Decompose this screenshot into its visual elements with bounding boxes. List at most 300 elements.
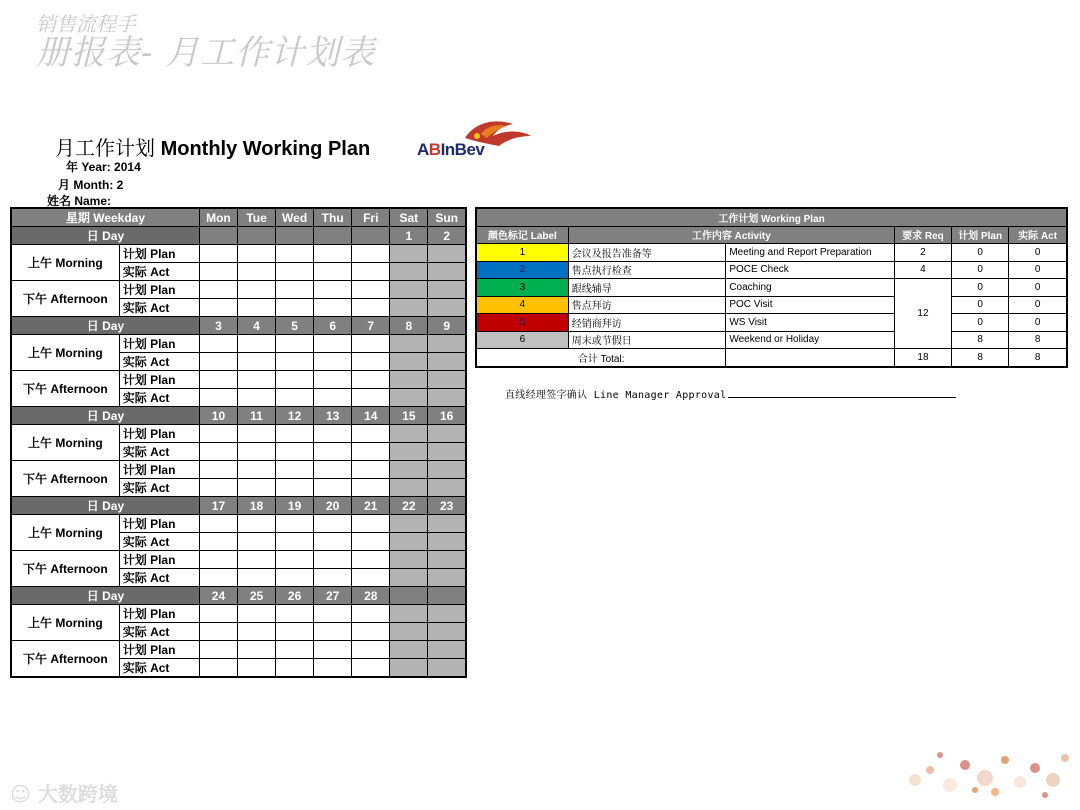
act-label: 实际 Act: [119, 479, 199, 497]
schedule-cell[interactable]: [237, 443, 275, 461]
act-label: 实际 Act: [119, 533, 199, 551]
plan-value: 0: [952, 244, 1009, 262]
schedule-cell[interactable]: [276, 479, 314, 497]
weekday-cell: Sun: [428, 208, 466, 227]
morning-period-label: 上午 Morning: [11, 335, 119, 371]
schedule-cell[interactable]: [237, 389, 275, 407]
schedule-cell[interactable]: [352, 443, 390, 461]
act-value: 0: [1009, 296, 1067, 314]
day-number: [276, 227, 314, 245]
schedule-cell[interactable]: [428, 443, 466, 461]
schedule-cell[interactable]: [276, 281, 314, 299]
schedule-cell[interactable]: [428, 281, 466, 299]
day-number: 1: [390, 227, 428, 245]
schedule-cell[interactable]: [390, 659, 428, 678]
day-number-row: [11, 317, 466, 335]
plan-label: 计划 Plan: [119, 245, 199, 263]
approval-label: 直线经理签字确认 Line Manager Approval: [505, 390, 727, 401]
day-number: 6: [314, 317, 352, 335]
schedule-cell[interactable]: [314, 299, 352, 317]
schedule-cell[interactable]: [314, 605, 352, 623]
plan-value: 8: [952, 331, 1009, 349]
schedule-cell[interactable]: [428, 389, 466, 407]
manager-approval: [505, 386, 956, 401]
plan-label: 计划 Plan: [119, 281, 199, 299]
schedule-cell[interactable]: [314, 425, 352, 443]
day-number: [199, 227, 237, 245]
schedule-cell[interactable]: [199, 245, 237, 263]
day-number: 19: [276, 497, 314, 515]
schedule-cell[interactable]: [390, 371, 428, 389]
morning-period-plan-row: [11, 245, 466, 263]
schedule-cell[interactable]: [390, 425, 428, 443]
day-label: 日 Day: [11, 587, 199, 605]
schedule-cell[interactable]: [237, 623, 275, 641]
day-number: [314, 227, 352, 245]
watermark-icon: ☺: [10, 782, 31, 806]
schedule-cell[interactable]: [314, 263, 352, 281]
schedule-cell[interactable]: [428, 479, 466, 497]
month-label: 月 Month:: [58, 178, 114, 192]
act-column-header: 实际 Act: [1009, 226, 1067, 244]
morning-period-label: 上午 Morning: [11, 515, 119, 551]
plan-label: 计划 Plan: [119, 461, 199, 479]
schedule-cell[interactable]: [428, 335, 466, 353]
approval-signature-line[interactable]: [728, 388, 956, 398]
year-label: 年 Year:: [66, 160, 111, 174]
day-number: 16: [428, 407, 466, 425]
schedule-cell[interactable]: [237, 461, 275, 479]
activity-cn: 售点执行检查: [568, 261, 726, 279]
schedule-cell[interactable]: [314, 281, 352, 299]
schedule-cell[interactable]: [428, 605, 466, 623]
day-number: 25: [237, 587, 275, 605]
day-number: 28: [352, 587, 390, 605]
schedule-cell[interactable]: [199, 371, 237, 389]
schedule-cell[interactable]: [276, 641, 314, 659]
activity-cn: 售点拜访: [568, 296, 726, 314]
day-number: 3: [199, 317, 237, 335]
schedule-cell[interactable]: [199, 389, 237, 407]
act-label: 实际 Act: [119, 353, 199, 371]
schedule-cell[interactable]: [199, 659, 237, 678]
day-number: 12: [276, 407, 314, 425]
schedule-cell[interactable]: [390, 569, 428, 587]
name-label: 姓名 Name:: [47, 194, 112, 208]
schedule-cell[interactable]: [237, 335, 275, 353]
morning-period-plan-row: [11, 425, 466, 443]
plan-label: 计划 Plan: [119, 605, 199, 623]
schedule-cell[interactable]: [314, 533, 352, 551]
schedule-cell[interactable]: [237, 263, 275, 281]
activity-row: [476, 261, 1067, 279]
schedule-cell[interactable]: [237, 659, 275, 678]
act-label: 实际 Act: [119, 569, 199, 587]
schedule-cell[interactable]: [276, 515, 314, 533]
activity-cn: 经销商拜访: [568, 314, 726, 332]
schedule-cell[interactable]: [390, 443, 428, 461]
schedule-cell[interactable]: [352, 425, 390, 443]
schedule-cell[interactable]: [390, 353, 428, 371]
schedule-cell[interactable]: [428, 353, 466, 371]
year-line: [66, 158, 141, 175]
activity-row: [476, 279, 1067, 297]
schedule-cell[interactable]: [237, 371, 275, 389]
req-value: 4: [894, 261, 951, 279]
day-number: 27: [314, 587, 352, 605]
schedule-cell[interactable]: [390, 641, 428, 659]
act-value: 8: [1009, 331, 1067, 349]
activity-en: WS Visit: [726, 314, 895, 332]
schedule-cell[interactable]: [390, 551, 428, 569]
working-plan-table: [475, 207, 1068, 368]
schedule-cell[interactable]: [428, 551, 466, 569]
schedule-cell[interactable]: [428, 515, 466, 533]
day-label: 日 Day: [11, 497, 199, 515]
plan-column-header: 计划 Plan: [952, 226, 1009, 244]
day-label: 日 Day: [11, 317, 199, 335]
morning-period-plan-row: [11, 335, 466, 353]
schedule-cell[interactable]: [390, 461, 428, 479]
afternoon-period-plan-row: [11, 281, 466, 299]
activity-en: Weekend or Holiday: [726, 331, 895, 349]
act-label: 实际 Act: [119, 299, 199, 317]
color-label: 4: [476, 296, 568, 314]
schedule-cell[interactable]: [352, 281, 390, 299]
schedule-cell[interactable]: [352, 299, 390, 317]
activity-cn: 会议及报告准备等: [568, 244, 726, 262]
schedule-cell[interactable]: [237, 245, 275, 263]
month-line: [58, 176, 123, 193]
schedule-cell[interactable]: [199, 641, 237, 659]
schedule-cell[interactable]: [428, 245, 466, 263]
act-value: 0: [1009, 314, 1067, 332]
act-label: 实际 Act: [119, 389, 199, 407]
day-number-row: [11, 587, 466, 605]
schedule-cell[interactable]: [276, 425, 314, 443]
schedule-cell[interactable]: [237, 479, 275, 497]
plan-value: 0: [952, 314, 1009, 332]
schedule-cell[interactable]: [428, 569, 466, 587]
plan-heading: [55, 132, 370, 161]
calendar-table: [10, 207, 467, 678]
schedule-cell[interactable]: [314, 461, 352, 479]
schedule-cell[interactable]: [352, 569, 390, 587]
schedule-cell[interactable]: [237, 281, 275, 299]
schedule-cell[interactable]: [276, 659, 314, 678]
working-plan-title: 工作计划 Working Plan: [476, 208, 1067, 226]
activity-en: Coaching: [726, 279, 895, 297]
schedule-cell[interactable]: [428, 623, 466, 641]
schedule-cell[interactable]: [199, 605, 237, 623]
schedule-cell[interactable]: [237, 569, 275, 587]
schedule-cell[interactable]: [276, 443, 314, 461]
schedule-cell[interactable]: [428, 641, 466, 659]
schedule-cell[interactable]: [199, 299, 237, 317]
schedule-cell[interactable]: [276, 605, 314, 623]
afternoon-period-label: 下午 Afternoon: [11, 371, 119, 407]
afternoon-period-label: 下午 Afternoon: [11, 281, 119, 317]
schedule-cell[interactable]: [199, 461, 237, 479]
day-number: 14: [352, 407, 390, 425]
day-number: 26: [276, 587, 314, 605]
schedule-cell[interactable]: [276, 623, 314, 641]
day-number: 7: [352, 317, 390, 335]
day-number-row: [11, 407, 466, 425]
day-number: 24: [199, 587, 237, 605]
act-value: 0: [1009, 244, 1067, 262]
schedule-cell[interactable]: [237, 515, 275, 533]
afternoon-period-label: 下午 Afternoon: [11, 641, 119, 678]
schedule-cell[interactable]: [390, 605, 428, 623]
schedule-cell[interactable]: [390, 533, 428, 551]
schedule-cell[interactable]: [237, 425, 275, 443]
slide-title: [36, 12, 376, 73]
weekday-cell: Wed: [276, 208, 314, 227]
day-number: 4: [237, 317, 275, 335]
day-number: 5: [276, 317, 314, 335]
weekday-cell: Mon: [199, 208, 237, 227]
morning-period-plan-row: [11, 515, 466, 533]
schedule-cell[interactable]: [352, 389, 390, 407]
schedule-cell[interactable]: [352, 479, 390, 497]
schedule-cell[interactable]: [276, 569, 314, 587]
schedule-cell[interactable]: [276, 371, 314, 389]
morning-period-plan-row: [11, 605, 466, 623]
weekday-cell: Sat: [390, 208, 428, 227]
morning-period-label: 上午 Morning: [11, 245, 119, 281]
afternoon-period-label: 下午 Afternoon: [11, 461, 119, 497]
plan-value: 0: [952, 261, 1009, 279]
schedule-cell[interactable]: [276, 353, 314, 371]
slide-title-line2: 册报表- 月工作计划表: [36, 33, 376, 73]
activity-cn: 跟线辅导: [568, 279, 726, 297]
schedule-cell[interactable]: [276, 461, 314, 479]
watermark: [10, 778, 118, 807]
month-value: 2: [116, 178, 124, 192]
working-plan-header-row: [476, 226, 1067, 244]
act-label: 实际 Act: [119, 659, 199, 678]
schedule-cell[interactable]: [314, 659, 352, 678]
req-value: 12: [894, 279, 951, 349]
schedule-cell[interactable]: [237, 605, 275, 623]
schedule-cell[interactable]: [199, 623, 237, 641]
activity-row: [476, 331, 1067, 349]
act-label: 实际 Act: [119, 443, 199, 461]
schedule-cell[interactable]: [352, 335, 390, 353]
day-number: 22: [390, 497, 428, 515]
schedule-cell[interactable]: [199, 335, 237, 353]
schedule-cell[interactable]: [276, 299, 314, 317]
schedule-cell[interactable]: [352, 551, 390, 569]
afternoon-period-plan-row: [11, 551, 466, 569]
schedule-cell[interactable]: [276, 551, 314, 569]
schedule-cell[interactable]: [276, 533, 314, 551]
schedule-cell[interactable]: [352, 623, 390, 641]
plan-value: 0: [952, 296, 1009, 314]
schedule-cell[interactable]: [390, 281, 428, 299]
total-act: 8: [1009, 349, 1067, 367]
schedule-cell[interactable]: [199, 263, 237, 281]
schedule-cell[interactable]: [428, 371, 466, 389]
calendar-header-row: [11, 208, 466, 227]
day-number: 17: [199, 497, 237, 515]
plan-label: 计划 Plan: [119, 371, 199, 389]
weekday-cell: Thu: [314, 208, 352, 227]
schedule-cell[interactable]: [314, 515, 352, 533]
schedule-cell[interactable]: [237, 533, 275, 551]
schedule-cell[interactable]: [199, 533, 237, 551]
day-number-row: [11, 227, 466, 245]
day-number: [237, 227, 275, 245]
schedule-cell[interactable]: [237, 299, 275, 317]
weekday-header: 星期 Weekday: [11, 208, 199, 227]
day-number: 21: [352, 497, 390, 515]
schedule-cell[interactable]: [352, 353, 390, 371]
schedule-cell[interactable]: [276, 245, 314, 263]
schedule-cell[interactable]: [314, 335, 352, 353]
day-number: [428, 587, 466, 605]
morning-period-label: 上午 Morning: [11, 605, 119, 641]
plan-value: 0: [952, 279, 1009, 297]
activity-en: POCE Check: [726, 261, 895, 279]
total-plan: 8: [952, 349, 1009, 367]
schedule-cell[interactable]: [428, 425, 466, 443]
day-number: 15: [390, 407, 428, 425]
schedule-cell[interactable]: [314, 641, 352, 659]
schedule-cell[interactable]: [352, 659, 390, 678]
activity-cn: 周末或节假日: [568, 331, 726, 349]
day-number: 13: [314, 407, 352, 425]
day-number: 20: [314, 497, 352, 515]
color-label: 5: [476, 314, 568, 332]
schedule-cell[interactable]: [314, 479, 352, 497]
schedule-cell[interactable]: [428, 533, 466, 551]
afternoon-period-plan-row: [11, 641, 466, 659]
schedule-cell[interactable]: [199, 551, 237, 569]
total-spacer: [726, 349, 895, 367]
schedule-cell[interactable]: [276, 263, 314, 281]
schedule-cell[interactable]: [352, 515, 390, 533]
schedule-cell[interactable]: [314, 245, 352, 263]
schedule-cell[interactable]: [199, 515, 237, 533]
schedule-cell[interactable]: [199, 443, 237, 461]
plan-label: 计划 Plan: [119, 425, 199, 443]
schedule-cell[interactable]: [237, 353, 275, 371]
schedule-cell[interactable]: [314, 353, 352, 371]
schedule-cell[interactable]: [352, 533, 390, 551]
weekday-cell: Fri: [352, 208, 390, 227]
schedule-cell[interactable]: [390, 245, 428, 263]
weekday-cell: Tue: [237, 208, 275, 227]
schedule-cell[interactable]: [390, 389, 428, 407]
activity-row: [476, 244, 1067, 262]
schedule-cell[interactable]: [276, 389, 314, 407]
schedule-cell[interactable]: [314, 389, 352, 407]
plan-label: 计划 Plan: [119, 551, 199, 569]
schedule-cell[interactable]: [352, 641, 390, 659]
schedule-cell[interactable]: [314, 623, 352, 641]
schedule-cell[interactable]: [390, 263, 428, 281]
working-plan-title-row: [476, 208, 1067, 226]
schedule-cell[interactable]: [199, 425, 237, 443]
schedule-cell[interactable]: [276, 335, 314, 353]
abinbev-logo: ABInBev: [417, 116, 535, 164]
schedule-cell[interactable]: [390, 515, 428, 533]
color-label: 3: [476, 279, 568, 297]
activity-en: POC Visit: [726, 296, 895, 314]
schedule-cell[interactable]: [352, 245, 390, 263]
day-number: 8: [390, 317, 428, 335]
act-value: 0: [1009, 261, 1067, 279]
day-number: 2: [428, 227, 466, 245]
afternoon-period-label: 下午 Afternoon: [11, 551, 119, 587]
schedule-cell[interactable]: [352, 461, 390, 479]
schedule-cell[interactable]: [314, 371, 352, 389]
watermark-text: 大数跨境: [37, 782, 118, 806]
schedule-cell[interactable]: [199, 569, 237, 587]
total-req: 18: [894, 349, 951, 367]
label-column-header: 颜色标记 Label: [476, 226, 568, 244]
schedule-cell[interactable]: [428, 461, 466, 479]
schedule-cell[interactable]: [199, 353, 237, 371]
req-value: 2: [894, 244, 951, 262]
morning-period-label: 上午 Morning: [11, 425, 119, 461]
act-label: 实际 Act: [119, 263, 199, 281]
day-number: 18: [237, 497, 275, 515]
schedule-cell[interactable]: [237, 551, 275, 569]
schedule-cell[interactable]: [199, 281, 237, 299]
schedule-cell[interactable]: [199, 479, 237, 497]
schedule-cell[interactable]: [314, 443, 352, 461]
plan-heading-en: Monthly Working Plan: [160, 138, 371, 160]
afternoon-period-plan-row: [11, 371, 466, 389]
activity-row: [476, 296, 1067, 314]
day-number-row: [11, 497, 466, 515]
schedule-cell[interactable]: [352, 263, 390, 281]
day-label: 日 Day: [11, 227, 199, 245]
plan-heading-cn: 月工作计划: [55, 136, 155, 160]
decorative-splash: [895, 740, 1075, 802]
day-number: [390, 587, 428, 605]
schedule-cell[interactable]: [314, 569, 352, 587]
plan-label: 计划 Plan: [119, 515, 199, 533]
schedule-cell[interactable]: [237, 641, 275, 659]
schedule-cell[interactable]: [390, 623, 428, 641]
color-label: 1: [476, 244, 568, 262]
schedule-cell[interactable]: [390, 479, 428, 497]
slide-title-line1: 销售流程手: [36, 12, 136, 36]
schedule-cell[interactable]: [428, 299, 466, 317]
schedule-cell[interactable]: [428, 659, 466, 678]
year-value: 2014: [114, 160, 141, 174]
day-number: 10: [199, 407, 237, 425]
schedule-cell[interactable]: [390, 335, 428, 353]
act-value: 0: [1009, 279, 1067, 297]
day-number: 9: [428, 317, 466, 335]
schedule-cell[interactable]: [390, 299, 428, 317]
total-label: 合计 Total:: [476, 349, 726, 367]
day-number: 11: [237, 407, 275, 425]
activity-en: Meeting and Report Preparation: [726, 244, 895, 262]
total-row: [476, 349, 1067, 367]
schedule-cell[interactable]: [352, 371, 390, 389]
schedule-cell[interactable]: [428, 263, 466, 281]
schedule-cell[interactable]: [352, 605, 390, 623]
activity-column-header: 工作内容 Activity: [568, 226, 894, 244]
schedule-cell[interactable]: [314, 551, 352, 569]
day-number: [352, 227, 390, 245]
